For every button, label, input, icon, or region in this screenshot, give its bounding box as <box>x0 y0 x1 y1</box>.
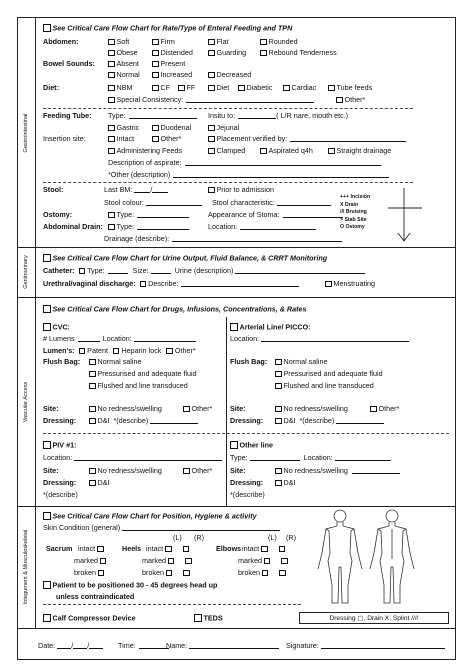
tube-gastric[interactable]: Gastric <box>108 124 139 131</box>
heels-intact[interactable]: intact <box>146 545 191 552</box>
feeding-tube-label: Feeding Tube: <box>43 111 92 120</box>
diet-other[interactable]: Other* <box>336 96 365 103</box>
arterial-location[interactable]: Location: <box>230 335 409 342</box>
cvc-normal-saline[interactable]: Normal saline <box>89 358 141 365</box>
feeding-insitu[interactable]: Insitu to: ( L/R nare, mouth etc.) <box>208 111 349 120</box>
cvc-flushed[interactable]: Flushed and line transduced <box>89 382 188 389</box>
arterial-pressurised[interactable]: Pressurised and adequate fluid <box>275 370 383 377</box>
diet-diet[interactable]: Diet <box>208 84 229 91</box>
arterial-no-redness[interactable]: No redness/swelling <box>275 405 348 412</box>
diet-cf[interactable]: CF <box>152 84 170 91</box>
bowel-sounds-label: Bowel Sounds: <box>43 59 95 68</box>
heels-r-header: (R) <box>194 533 204 542</box>
gi-header: See Critical Care Flow Chart for Rate/Type of Enteral Feeding and TPN <box>43 24 292 32</box>
elbows-r-header: (R) <box>286 533 296 542</box>
sacrum-broken[interactable]: broken <box>74 569 106 576</box>
other-line-site-label: Site: <box>230 466 246 475</box>
tube-duodenal[interactable]: Duodenal <box>152 124 191 131</box>
ostomy-type[interactable]: Type: <box>108 211 189 218</box>
piv-dressing-label: Dressing: <box>43 478 77 487</box>
footer-signature[interactable]: Signature: <box>286 642 445 649</box>
last-bm[interactable]: Last BM: / <box>104 186 168 193</box>
ostomy-label: Ostomy: <box>43 210 73 219</box>
arterial-flushed[interactable]: Flushed and line transduced <box>275 382 374 389</box>
cvc-pressurised[interactable]: Pressurised and adequate fluid <box>89 370 197 377</box>
sacrum-intact[interactable]: intact <box>78 545 106 552</box>
im-header-checkbox[interactable] <box>43 512 51 520</box>
position-unless: unless contraindicated <box>56 592 135 601</box>
tube-jejunal[interactable]: Jejunal <box>208 124 239 131</box>
stoma-appearance[interactable]: Appearance of Stoma: <box>208 211 343 218</box>
gi-header-checkbox[interactable] <box>43 24 51 32</box>
arterial-normal-saline[interactable]: Normal saline <box>275 358 327 365</box>
cvc-flush-bag-label: Flush Bag: <box>43 357 81 366</box>
elbows-marked[interactable]: marked <box>238 557 290 564</box>
stool-label: Stool: <box>43 185 64 194</box>
divider <box>18 628 455 629</box>
gu-header-checkbox[interactable] <box>43 254 51 262</box>
heels-l-header: (L) <box>173 533 182 542</box>
assessment-form <box>17 17 456 660</box>
feeding-type[interactable]: Type: <box>108 112 197 119</box>
other-line-describe: *(describe) <box>230 490 265 499</box>
va-header-checkbox[interactable] <box>43 305 51 313</box>
sacrum-label: Sacrum <box>46 544 73 553</box>
aspirate-description[interactable]: Description of aspirate: <box>108 159 381 166</box>
other-line-dressing-di[interactable]: D&I <box>275 479 295 486</box>
abdomen-obese[interactable]: Obese <box>108 49 138 56</box>
placement-verified[interactable]: Placement verified by: <box>208 135 406 142</box>
skin-condition[interactable]: Skin Condition (general) <box>43 524 280 531</box>
cvc-lumens[interactable]: # Lumens Location: <box>43 335 196 342</box>
diet-label: Diet: <box>43 83 59 92</box>
abdomen-label: Abdomen: <box>43 37 79 46</box>
cvc-lumens-status[interactable]: Lumen's: Patent Heparin lock Other* <box>43 346 196 355</box>
arterial-flush-bag-label: Flush Bag: <box>230 357 268 366</box>
other-line-dressing-label: Dressing: <box>230 478 264 487</box>
cvc-site-label: Site: <box>43 404 59 413</box>
feeds-clamped[interactable]: Clamped <box>208 147 245 154</box>
divider <box>18 247 455 248</box>
elbows-broken[interactable]: broken <box>238 569 288 576</box>
calf-compressor[interactable]: Calf Compressor Device <box>43 614 136 622</box>
position-checkbox[interactable]: Patient to be positioned 30 - 45 degrees head up <box>43 581 217 589</box>
feeds-aspirated[interactable]: Aspirated q4h <box>260 147 313 154</box>
drainage-describe[interactable]: Drainage (describe): <box>104 235 342 242</box>
side-label-gastrointestinal: Gastrointestinal <box>18 18 36 247</box>
catheter-row[interactable]: Catheter: Type: Size: Urine (description) <box>43 267 365 274</box>
abdomen-guarding[interactable]: Guarding <box>208 49 246 56</box>
footer-time[interactable]: Time: <box>118 642 169 649</box>
drain-location[interactable]: Location: <box>208 223 316 230</box>
body-diagram-legend: Dressing ▢, Drain X, Splint //// <box>299 612 449 624</box>
cvc-checkbox[interactable]: CVC: <box>43 323 70 331</box>
elbows-label: Elbows <box>216 544 242 553</box>
insertion-intact[interactable]: Intact <box>108 135 134 142</box>
menstruating[interactable]: Menstruating <box>325 280 375 287</box>
abdomen-quadrant-arrow-icon <box>388 186 422 244</box>
footer-name[interactable]: Name: <box>166 642 279 649</box>
bowel-present[interactable]: Present <box>152 60 185 67</box>
piv-checkbox[interactable]: PIV #1: <box>43 441 76 449</box>
feeds-straight[interactable]: Straight drainage <box>328 147 391 154</box>
abdominal-drain-label: Abdominal Drain: <box>43 222 103 231</box>
side-label-vascular-access: Vascular Access <box>18 297 36 506</box>
va-header: See Critical Care Flow Chart for Drugs, Infusions, Concentrations, & Rates <box>43 305 307 313</box>
other-line-no-redness[interactable]: No redness/swelling <box>275 467 400 474</box>
arterial-site-other[interactable]: Other* <box>370 405 399 412</box>
stool-characteristic[interactable]: Stool characteristic: <box>212 199 331 206</box>
abdomen-soft[interactable]: Soft <box>108 38 129 45</box>
arterial-checkbox[interactable]: Arterial Line/ PICCO: <box>230 323 311 331</box>
arterial-dressing-label: Dressing: <box>230 416 264 425</box>
body-diagram-icon <box>310 507 424 607</box>
arterial-dressing-di[interactable]: D&I *(describe) <box>275 417 384 424</box>
piv-location[interactable]: Location: <box>43 454 222 461</box>
piv-site-label: Site: <box>43 466 59 475</box>
diet-diabetic[interactable]: Diabetic <box>238 84 272 91</box>
abdomen-distended[interactable]: Distended <box>152 49 193 56</box>
stool-colour[interactable]: Stool colour: <box>104 199 202 206</box>
bowel-normal[interactable]: Normal <box>108 71 140 78</box>
sacrum-marked[interactable]: marked <box>74 557 108 564</box>
heels-marked[interactable]: marked <box>142 557 194 564</box>
administering-feeds[interactable]: Administering Feeds <box>108 147 182 154</box>
other-description[interactable]: *Other (description) <box>108 171 389 178</box>
abdomen-firm[interactable]: Firm <box>152 38 175 45</box>
prior-admission[interactable]: Prior to admission <box>208 186 274 193</box>
divider <box>18 297 455 298</box>
elbows-l-header: (L) <box>268 533 277 542</box>
abdomen-rounded[interactable]: Rounded <box>260 38 298 45</box>
insertion-other[interactable]: Other* <box>152 135 181 142</box>
gu-header: See Critical Care Flow Chart for Urine Output, Fluid Balance, & CRRT Monitoring <box>43 254 327 262</box>
cvc-dressing-di[interactable]: D&I *(describe) <box>89 417 198 424</box>
cvc-dressing-label: Dressing: <box>43 416 77 425</box>
wound-legend: +++ Incision X Drain /// Bruising > Stab Site O Ostomy <box>340 194 371 231</box>
diet-tube-feeds[interactable]: Tube feeds <box>328 84 372 91</box>
diet-ff[interactable]: FF <box>178 84 195 91</box>
side-label-integument: Integument & Musculoskeletal <box>18 506 36 628</box>
arterial-site-label: Site: <box>230 404 246 413</box>
cvc-no-redness[interactable]: No redness/swelling <box>89 405 162 412</box>
drain-type[interactable]: Type: <box>108 223 189 230</box>
diet-special[interactable]: Special Consistency: <box>108 96 314 103</box>
discharge-row[interactable]: Urethral/vaginal discharge: Describe: <box>43 280 299 287</box>
heels-label: Heels <box>122 544 142 553</box>
piv-dressing-di[interactable]: D&I <box>89 479 109 486</box>
piv-site-other[interactable]: Other* <box>183 467 212 474</box>
diet-nbm[interactable]: NBM <box>108 84 132 91</box>
heels-broken[interactable]: broken <box>142 569 192 576</box>
abdomen-rebound[interactable]: Rebound Tenderness <box>260 49 337 56</box>
im-header: See Critical Care Flow Chart for Position, Hygiene & activity <box>43 512 257 520</box>
piv-describe: *(describe) <box>43 490 78 499</box>
teds[interactable]: TEDS <box>194 614 223 622</box>
other-line-checkbox[interactable]: Other line <box>230 441 273 449</box>
cvc-site-other[interactable]: Other* <box>183 405 212 412</box>
piv-no-redness[interactable]: No redness/swelling <box>89 467 162 474</box>
diet-cardiac[interactable]: Cardiac <box>283 84 316 91</box>
bowel-decreased[interactable]: Decreased <box>208 71 251 78</box>
elbows-intact[interactable]: intact <box>242 545 287 552</box>
side-label-genitourinary: Genitourinary <box>18 247 36 297</box>
bowel-increased[interactable]: Increased <box>152 71 192 78</box>
bowel-absent[interactable]: Absent <box>108 60 139 67</box>
footer-date[interactable]: Date: / / <box>38 642 103 649</box>
abdomen-flat[interactable]: Flat <box>208 38 228 45</box>
insertion-site-label: Insertion site: <box>43 134 86 143</box>
other-line-type[interactable]: Type: Location: <box>230 454 391 461</box>
